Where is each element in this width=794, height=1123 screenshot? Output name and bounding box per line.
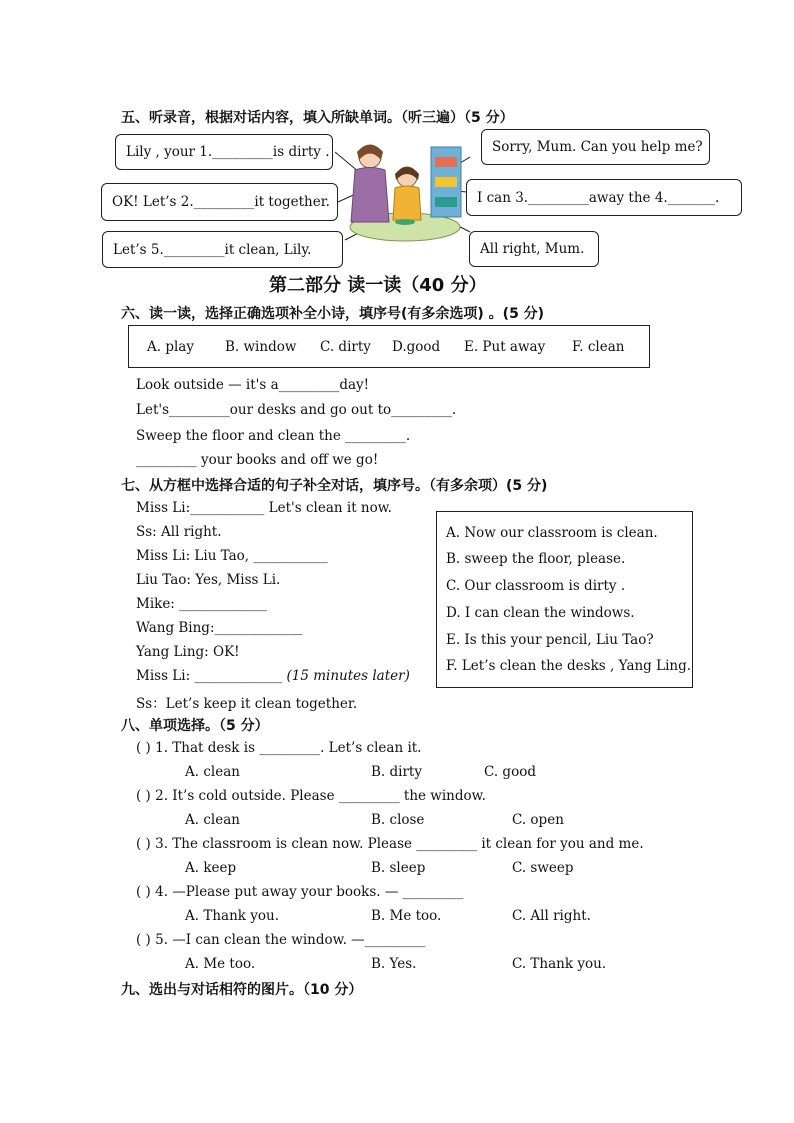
section-6-title: 六、读一读，选择正确选项补全小诗，填序号(有多余选项) 。(5 分) xyxy=(121,306,545,322)
s7-option-b: B. sweep the floor, please. xyxy=(446,551,626,567)
section-5-title: 五、听录音，根据对话内容，填入所缺单词。（听三遍）（5 分） xyxy=(121,110,514,126)
mc-q4-option-b: B. Me too. xyxy=(371,908,442,924)
poem-line-4: _________ your books and off we go! xyxy=(136,452,379,468)
mc-q5-option-a: A. Me too. xyxy=(185,956,256,972)
poem-line-3: Sweep the floor and clean the _________. xyxy=(136,428,411,444)
mc-q1-option-c: C. good xyxy=(484,764,536,780)
mc-question-1: ( ) 1. That desk is _________. Let’s clean it. xyxy=(136,740,422,756)
bubble-5-text: I can 3._________away the 4._______. xyxy=(477,189,720,206)
dialog-line-8 xyxy=(136,668,410,684)
bubble-6-text: All right, Mum. xyxy=(480,241,585,257)
speech-bubble-1 xyxy=(115,134,333,170)
bubble-1-text: Lily , your 1._________is dirty . xyxy=(126,144,330,160)
section-9-title: 九、选出与对话相符的图片。（10 分） xyxy=(121,982,363,998)
dialog-line-4: Liu Tao: Yes, Miss Li. xyxy=(136,572,281,588)
mc-q3-option-a: A. keep xyxy=(185,860,237,876)
poem-line-1: Look outside — it's a_________day! xyxy=(136,377,370,393)
s6-option-b: B. window xyxy=(225,339,297,355)
dialog-line-1: Miss Li:___________ Let's clean it now. xyxy=(136,500,392,516)
s7-option-d: D. I can clean the windows. xyxy=(446,605,635,621)
s6-option-d: D.good xyxy=(392,339,441,355)
mc-q2-option-c: C. open xyxy=(512,812,564,828)
s7-option-c: C. Our classroom is dirty . xyxy=(446,578,626,594)
bubble-4-text: Sorry, Mum. Can you help me? xyxy=(492,139,703,155)
mc-q1-option-b: B. dirty xyxy=(371,764,422,780)
fifteen-minutes-later-note: (15 minutes later) xyxy=(286,668,410,684)
dialog-line-7: Yang Ling: OK! xyxy=(136,644,240,660)
speech-bubble-6 xyxy=(469,231,599,267)
s6-option-e: E. Put away xyxy=(464,339,546,355)
poem-line-2: Let's_________our desks and go out to_________. xyxy=(136,402,457,418)
speech-bubble-4 xyxy=(481,129,710,165)
speech-bubble-5 xyxy=(466,179,742,216)
dialog-line-3: Miss Li: Liu Tao, ___________ xyxy=(136,548,328,564)
dialog-line-8-text: Miss Li: _____________ xyxy=(136,668,283,684)
s7-option-a: A. Now our classroom is clean. xyxy=(446,525,658,541)
bubble-3-text: Let’s 5._________it clean, Lily. xyxy=(113,241,312,258)
mc-question-3: ( ) 3. The classroom is clean now. Please _________ it clean for you and me. xyxy=(136,836,644,852)
mc-q2-option-a: A. clean xyxy=(185,812,240,828)
speech-bubble-2 xyxy=(101,183,338,221)
s7-option-f: F. Let’s clean the desks , Yang Ling. xyxy=(446,658,692,674)
part-2-heading: 第二部分 读一读（40 分） xyxy=(269,275,487,296)
mc-q3-option-b: B. sleep xyxy=(371,860,426,876)
s7-option-e: E. Is this your pencil, Liu Tao? xyxy=(446,632,654,648)
mc-question-5: ( ) 5. —I can clean the window. —_________ xyxy=(136,932,426,948)
mc-q3-option-c: C. sweep xyxy=(512,860,574,876)
mc-q5-option-c: C. Thank you. xyxy=(512,956,607,972)
dialog-line-5: Mike: _____________ xyxy=(136,596,267,612)
mc-q5-option-b: B. Yes. xyxy=(371,956,417,972)
mc-question-4: ( ) 4. —Please put away your books. — _________ xyxy=(136,884,464,900)
section-7-title: 七、从方框中选择合适的句子补全对话，填序号。（有多余项）(5 分) xyxy=(121,478,548,494)
mc-q4-option-c: C. All right. xyxy=(512,908,591,924)
dialog-line-6: Wang Bing:_____________ xyxy=(136,620,303,636)
s6-option-f: F. clean xyxy=(572,339,625,355)
mother-daughter-cleaning-illustration xyxy=(335,132,470,247)
dialog-line-2: Ss: All right. xyxy=(136,524,222,540)
mc-q4-option-a: A. Thank you. xyxy=(185,908,279,924)
speech-bubble-3 xyxy=(102,231,343,268)
dialog-line-9: Ss：Let’s keep it clean together. xyxy=(136,696,358,712)
mc-question-2: ( ) 2. It’s cold outside. Please _________ the window. xyxy=(136,788,486,804)
s6-option-c: C. dirty xyxy=(320,339,371,355)
mc-q2-option-b: B. close xyxy=(371,812,425,828)
mc-q1-option-a: A. clean xyxy=(185,764,240,780)
s6-option-a: A. play xyxy=(147,339,194,355)
section-8-title: 八、单项选择。（5 分） xyxy=(121,718,269,734)
bubble-2-text: OK! Let’s 2._________it together. xyxy=(112,194,330,210)
